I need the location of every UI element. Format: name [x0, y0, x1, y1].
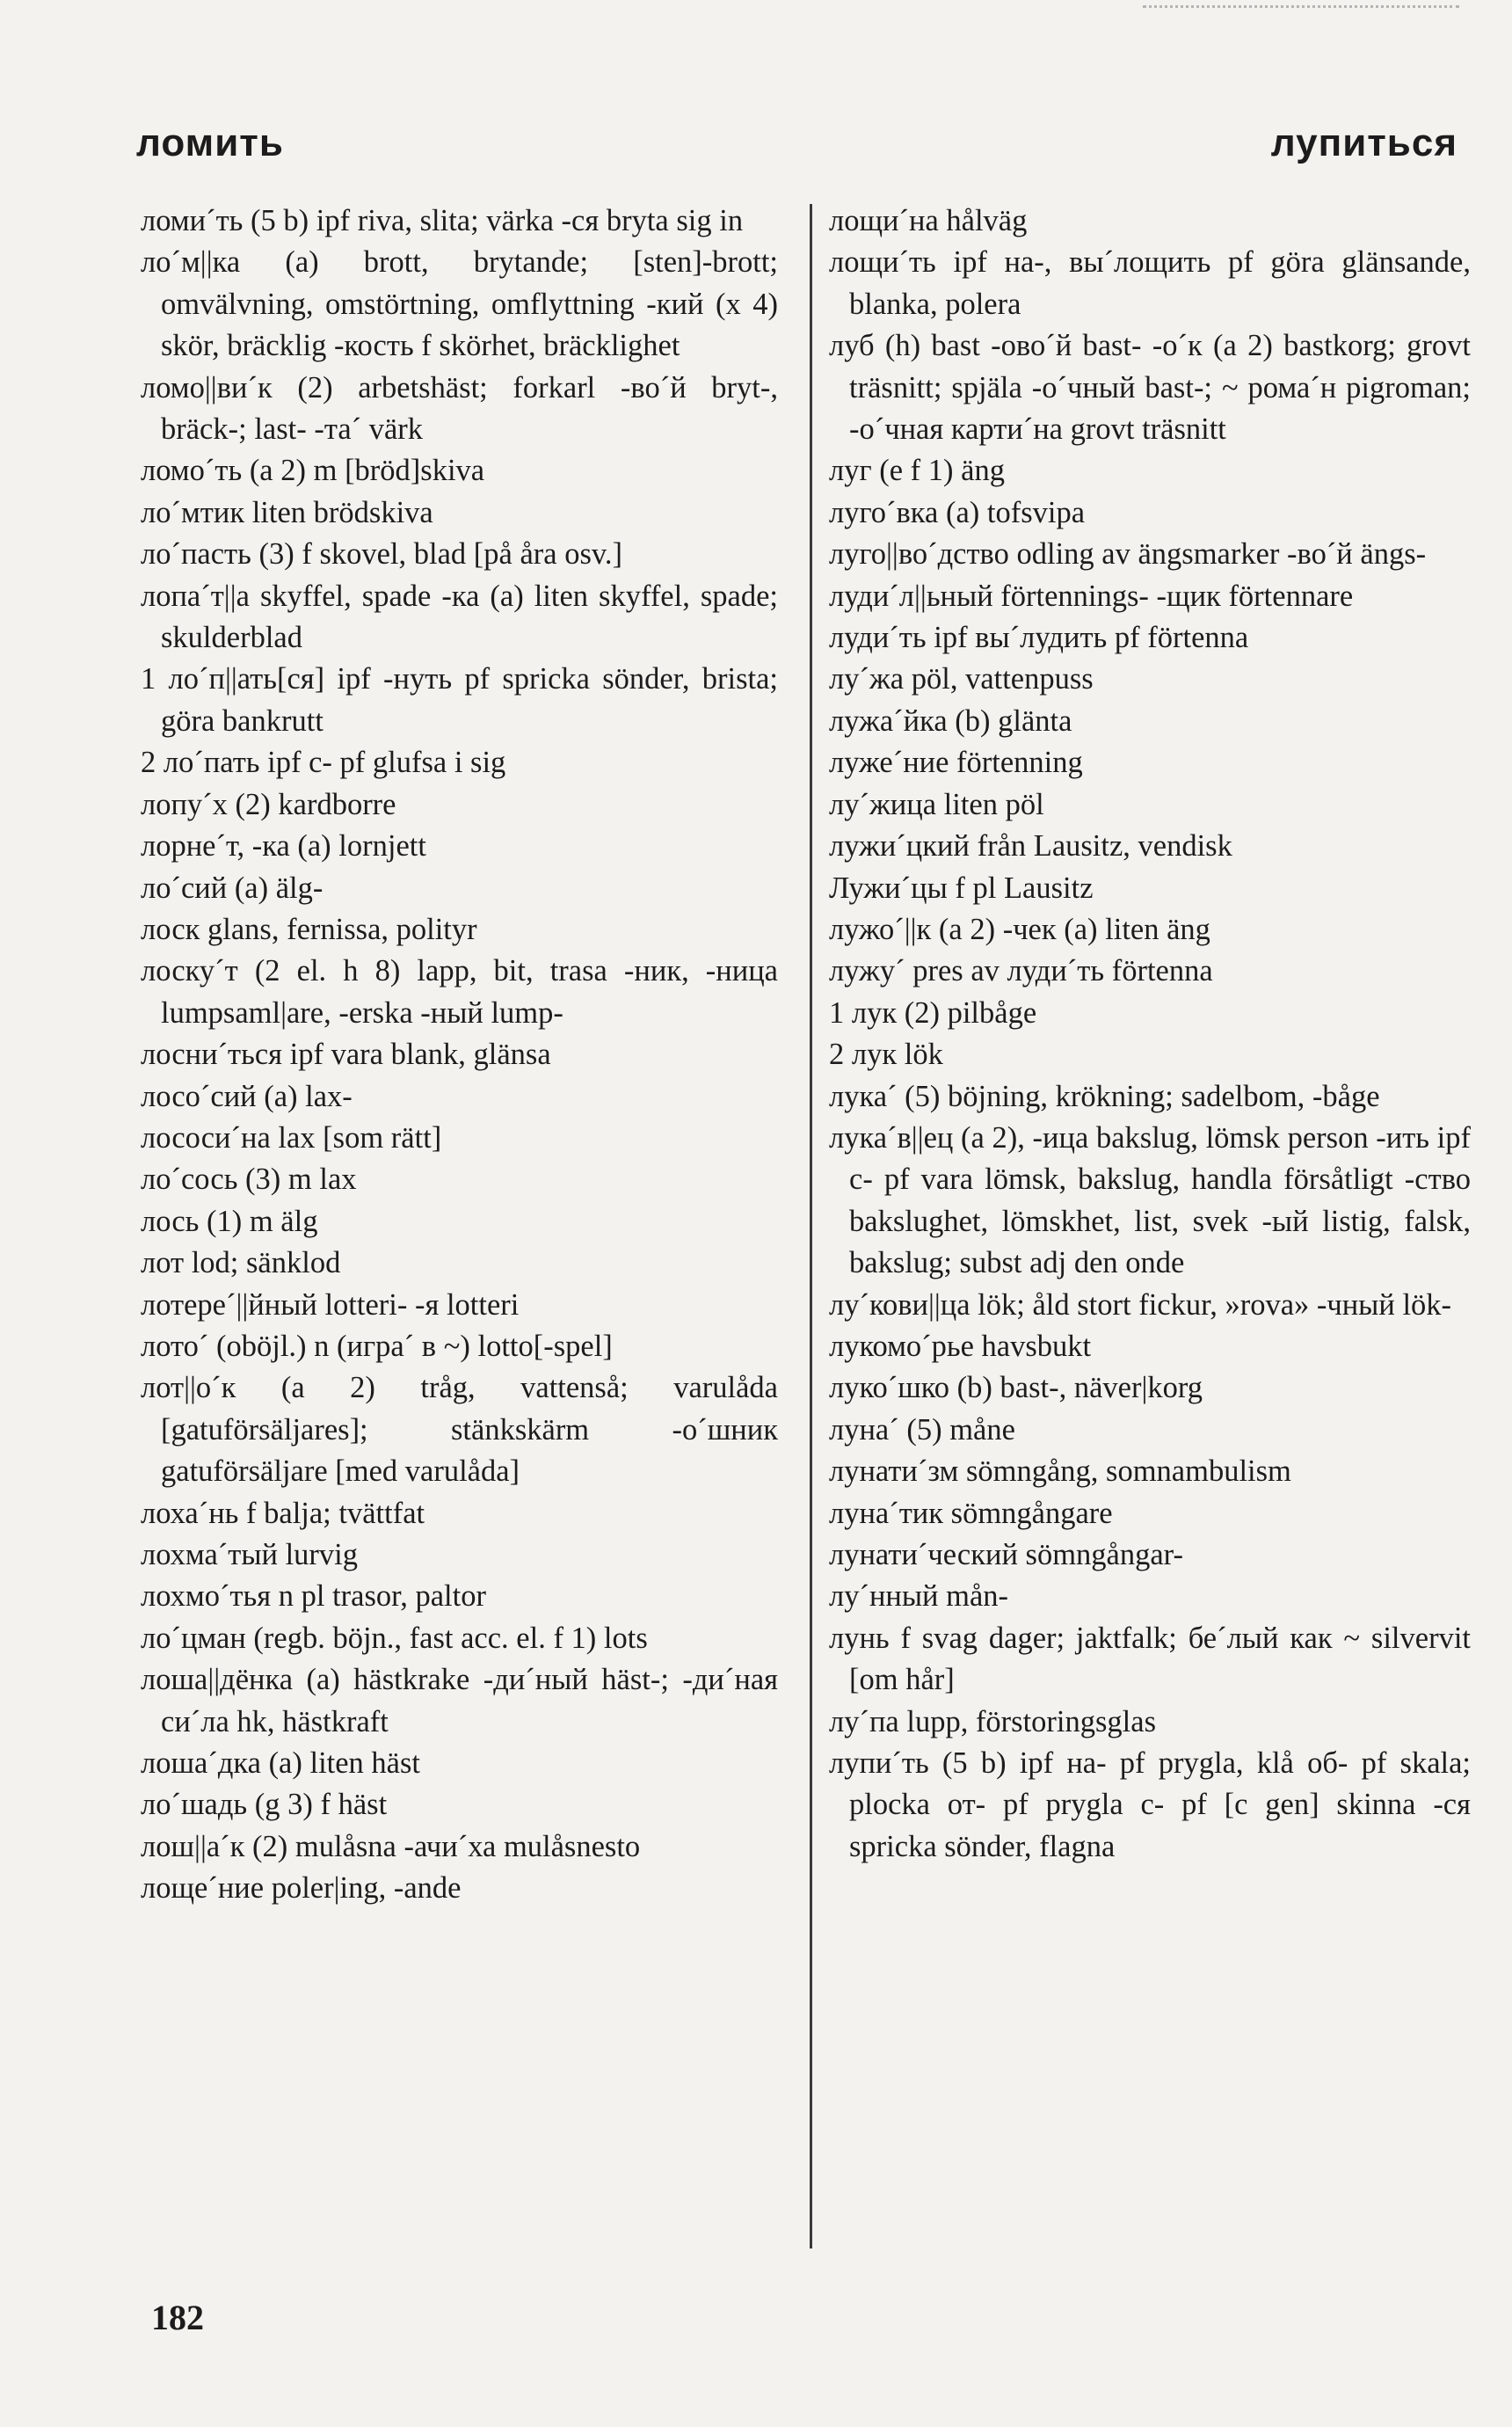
dictionary-entry: луко´шко (b) bast-, näver|korg	[829, 1371, 1203, 1405]
dictionary-entry: лупи´ть (5 b) ipf на- pf prygla, klå об- pf skala; plocka от- pf prygla с- pf [с gen] skinna -ся spricka sönder, flagna	[829, 1746, 1471, 1863]
dictionary-entry: лу´па lupp, förstoringsglas	[829, 1704, 1157, 1738]
dictionary-entry: ло´цман (regb. böjn., fast acc. el. f 1) lots	[141, 1621, 648, 1655]
dictionary-entry: лохма´тый lurvig	[141, 1538, 359, 1571]
dictionary-entry: лопу´х (2) kardborre	[141, 787, 396, 821]
dictionary-entry: лосо´сий (a) lax-	[141, 1079, 353, 1113]
dictionary-entry: луна´ (5) måne	[829, 1412, 1015, 1447]
dictionary-entry: лощи´ть ipf на-, вы´лощить pf göra glänsande, blanka, polera	[829, 245, 1471, 321]
dictionary-entry: 2 ло´пать ipf с- pf glufsa i sig	[141, 746, 506, 780]
dictionary-entry: 1 лук (2) pilbåge	[829, 995, 1037, 1030]
dictionary-entry: ло´мтик liten brödskiva	[141, 495, 433, 529]
dictionary-entry: лосни´ться ipf vara blank, glänsa	[141, 1038, 551, 1072]
dictionary-entry: луди´л||ьный förtennings- -щик förtennare	[829, 579, 1354, 613]
dictionary-entry: 2 лук lök	[829, 1038, 943, 1072]
dictionary-entry: луди´ть ipf вы´лудить pf förtenna	[829, 621, 1249, 655]
running-head-right: лупиться	[1270, 121, 1457, 164]
dictionary-entry: лоша´дка (a) liten häst	[141, 1746, 420, 1781]
dictionary-entry: луго´вка (a) tofsvipa	[829, 495, 1086, 529]
dictionary-entry: лотере´||йный lotteri- -я lotteri	[141, 1287, 520, 1322]
column-divider	[810, 204, 812, 2248]
dictionary-entry: лососи´на lax [som rätt]	[141, 1120, 442, 1155]
dictionary-entry: лопа´т||а skyffel, spade -ка (a) liten skyffel, spade; skulderblad	[141, 579, 778, 655]
dictionary-entry: луб (h) bast -ово´й bast- -о´к (a 2) bastkorg; grovt träsnitt; spjäla -о´чный bast-; ~ рома´н pigroman; -о´чная карти´на grovt träsnitt	[829, 329, 1471, 447]
dictionary-entry: лужо´||к (a 2) -чек (a) liten äng	[829, 912, 1210, 946]
dictionary-entry: лука´ (5) böjning, krökning; sadelbom, -båge	[829, 1079, 1380, 1113]
dictionary-entry: лужу´ pres av луди´ть förtenna	[829, 954, 1213, 988]
dictionary-entry: ло´сий (a) älg-	[141, 871, 323, 905]
dictionary-entry: ло´пасть (3) f skovel, blad [på åra osv.]	[141, 537, 623, 572]
dictionary-entry: лу´нный mån-	[829, 1579, 1009, 1614]
dictionary-entry: лоску´т (2 el. h 8) lapp, bit, trasa -ник, -ница lumpsaml|are, -erska -ный lump-	[141, 954, 778, 1030]
dictionary-entry: 1 ло´п||ать[ся] ipf -нуть pf spricka sönder, brista; göra bankrutt	[141, 662, 778, 738]
dictionary-entry: ломо´ть (a 2) m [bröd]skiva	[141, 454, 485, 488]
page-number: 182	[151, 2298, 204, 2337]
dictionary-entry: ло´шадь (g 3) f häst	[141, 1788, 388, 1822]
right-column	[829, 200, 1471, 1868]
dictionary-entry: лоша||дёнка (a) hästkrake -ди´ный häst-; -ди´ная си´ла hk, hästkraft	[141, 1663, 778, 1738]
dictionary-entry: лорне´т, -ка (a) lornjett	[141, 829, 426, 864]
dictionary-entry: лот||о´к (a 2) tråg, vattenså; varulåda [gatuförsäljares]; stänkskärm -о´шник gatuförsäljare [med varulåda]	[141, 1371, 778, 1489]
dictionary-entry: луго||во´дство odling av ängsmarker -во´й ängs-	[829, 537, 1427, 572]
running-head-left: ломить	[136, 121, 284, 164]
dictionary-entry: лош||а´к (2) mulåsna -ачи´ха mulåsnesto	[141, 1829, 641, 1863]
dictionary-entry: лоха´нь f balja; tvättfat	[141, 1496, 425, 1530]
dictionary-entry: лощи´на hålväg	[829, 204, 1028, 237]
scan-artifact	[1143, 5, 1459, 11]
dictionary-entry: лунати´зм sömngång, somnambulism	[829, 1454, 1291, 1489]
dictionary-entry: луг (e f 1) äng	[829, 454, 1005, 488]
dictionary-entry: лунь f svag dager; jaktfalk; бе´лый как ~ silvervit [om hår]	[829, 1621, 1471, 1697]
dictionary-entry: лоще´ние poler|ing, -ande	[141, 1871, 462, 1906]
dictionary-entry: лужи´цкий från Lausitz, vendisk	[829, 829, 1232, 864]
dictionary-entry: лунати´ческий sömngångar-	[829, 1538, 1183, 1571]
dictionary-entry: ломо||ви´к (2) arbetshäst; forkarl -во´й bryt-, bräck-; last- -та´ värk	[141, 370, 778, 447]
dictionary-entry: ломи´ть (5 b) ipf riva, slita; värka -ся bryta sig in	[141, 204, 744, 237]
dictionary-entry: ло´м||ка (a) brott, brytande; [sten]-brott; omvälvning, omstörtning, omflyttning -кий (x 4) skör, bräcklig -кость f skörhet, bräcklighet	[141, 245, 778, 363]
dictionary-entry: лужа´йка (b) glänta	[829, 703, 1072, 738]
dictionary-entry: лука´в||ец (a 2), -ица bakslug, lömsk person -ить ipf с- pf vara lömsk, bakslug, handla försåtligt -ство bakslughet, lömskhet, list, svek -ый listig, falsk, bakslug; subst adj den onde	[829, 1120, 1471, 1280]
dictionary-entry: лу´жица liten pöl	[829, 787, 1044, 821]
dictionary-entry: лу´кови||ца lök; åld stort fickur, »rova» -чный lök-	[829, 1287, 1452, 1322]
dictionary-entry: лохмо´тья n pl trasor, paltor	[141, 1579, 486, 1614]
dictionary-entry: лось (1) m älg	[141, 1204, 318, 1238]
dictionary-entry: лот lod; sänklod	[141, 1246, 341, 1280]
dictionary-entry: лото´ (oböjl.) n (игра´ в ~) lotto[-spel]	[141, 1329, 613, 1363]
dictionary-entry: лукомо´рье havsbukt	[829, 1329, 1092, 1363]
left-column	[141, 200, 778, 1910]
dictionary-entry: ло´сось (3) m lax	[141, 1162, 357, 1197]
dictionary-entry: лу´жа pöl, vattenpuss	[829, 662, 1094, 696]
dictionary-entry: луже´ние förtenning	[829, 746, 1083, 780]
dictionary-entry: лоск glans, fernissa, polityr	[141, 912, 477, 946]
dictionary-entry: луна´тик sömngångare	[829, 1496, 1113, 1530]
dictionary-entry: Лужи´цы f pl Lausitz	[829, 871, 1094, 905]
